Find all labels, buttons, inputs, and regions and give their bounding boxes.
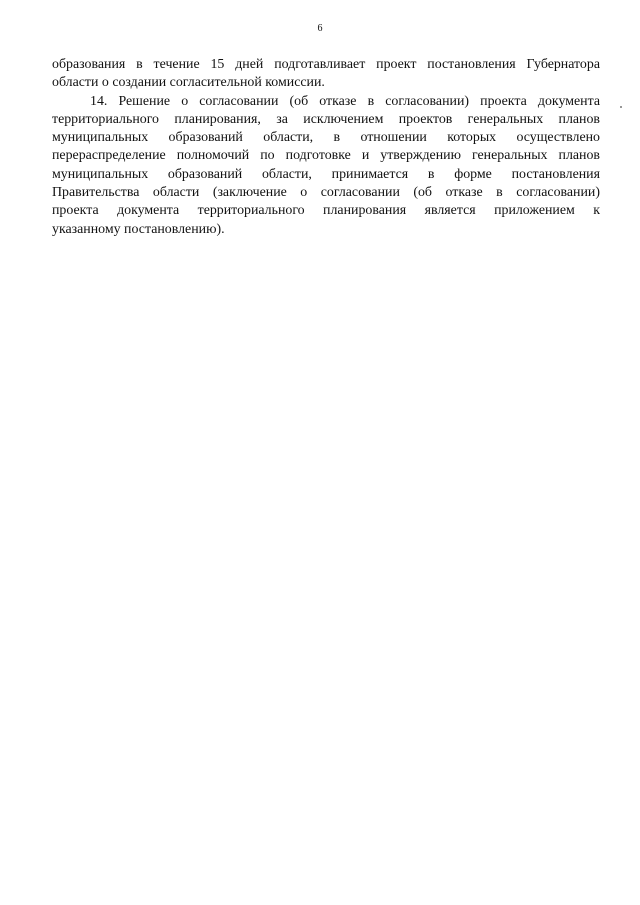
paragraph-2 xyxy=(52,93,600,239)
text-line: образования в течение 15 дней подготавливает проект постановления Губернатора xyxy=(52,57,600,72)
text-line: перераспределение полномочий по подготовке и утверждению генеральных планов xyxy=(52,148,600,164)
text-line: Правительства области (заключение о согласовании (об отказе в согласовании) xyxy=(52,185,600,201)
text-line: 14. Решение о согласовании (об отказе в согласовании) проекта документа xyxy=(90,93,600,109)
text-line: области о создании согласительной комиссии. xyxy=(52,75,325,91)
page-number: 6 xyxy=(317,23,323,34)
text-line: проекта документа территориального планирования является приложением к xyxy=(52,203,600,219)
text-line: муниципальных образований области, в отношении которых осуществлено xyxy=(52,130,600,146)
text-line: территориального планирования, за исключением проектов генеральных планов xyxy=(52,111,600,127)
paragraph-1 xyxy=(52,56,600,93)
text-line: указанному постановлению). xyxy=(52,221,225,237)
scan-speck xyxy=(620,106,622,108)
document-body xyxy=(52,56,600,239)
text-line: муниципальных образований области, принимается в форме постановления xyxy=(52,166,600,182)
